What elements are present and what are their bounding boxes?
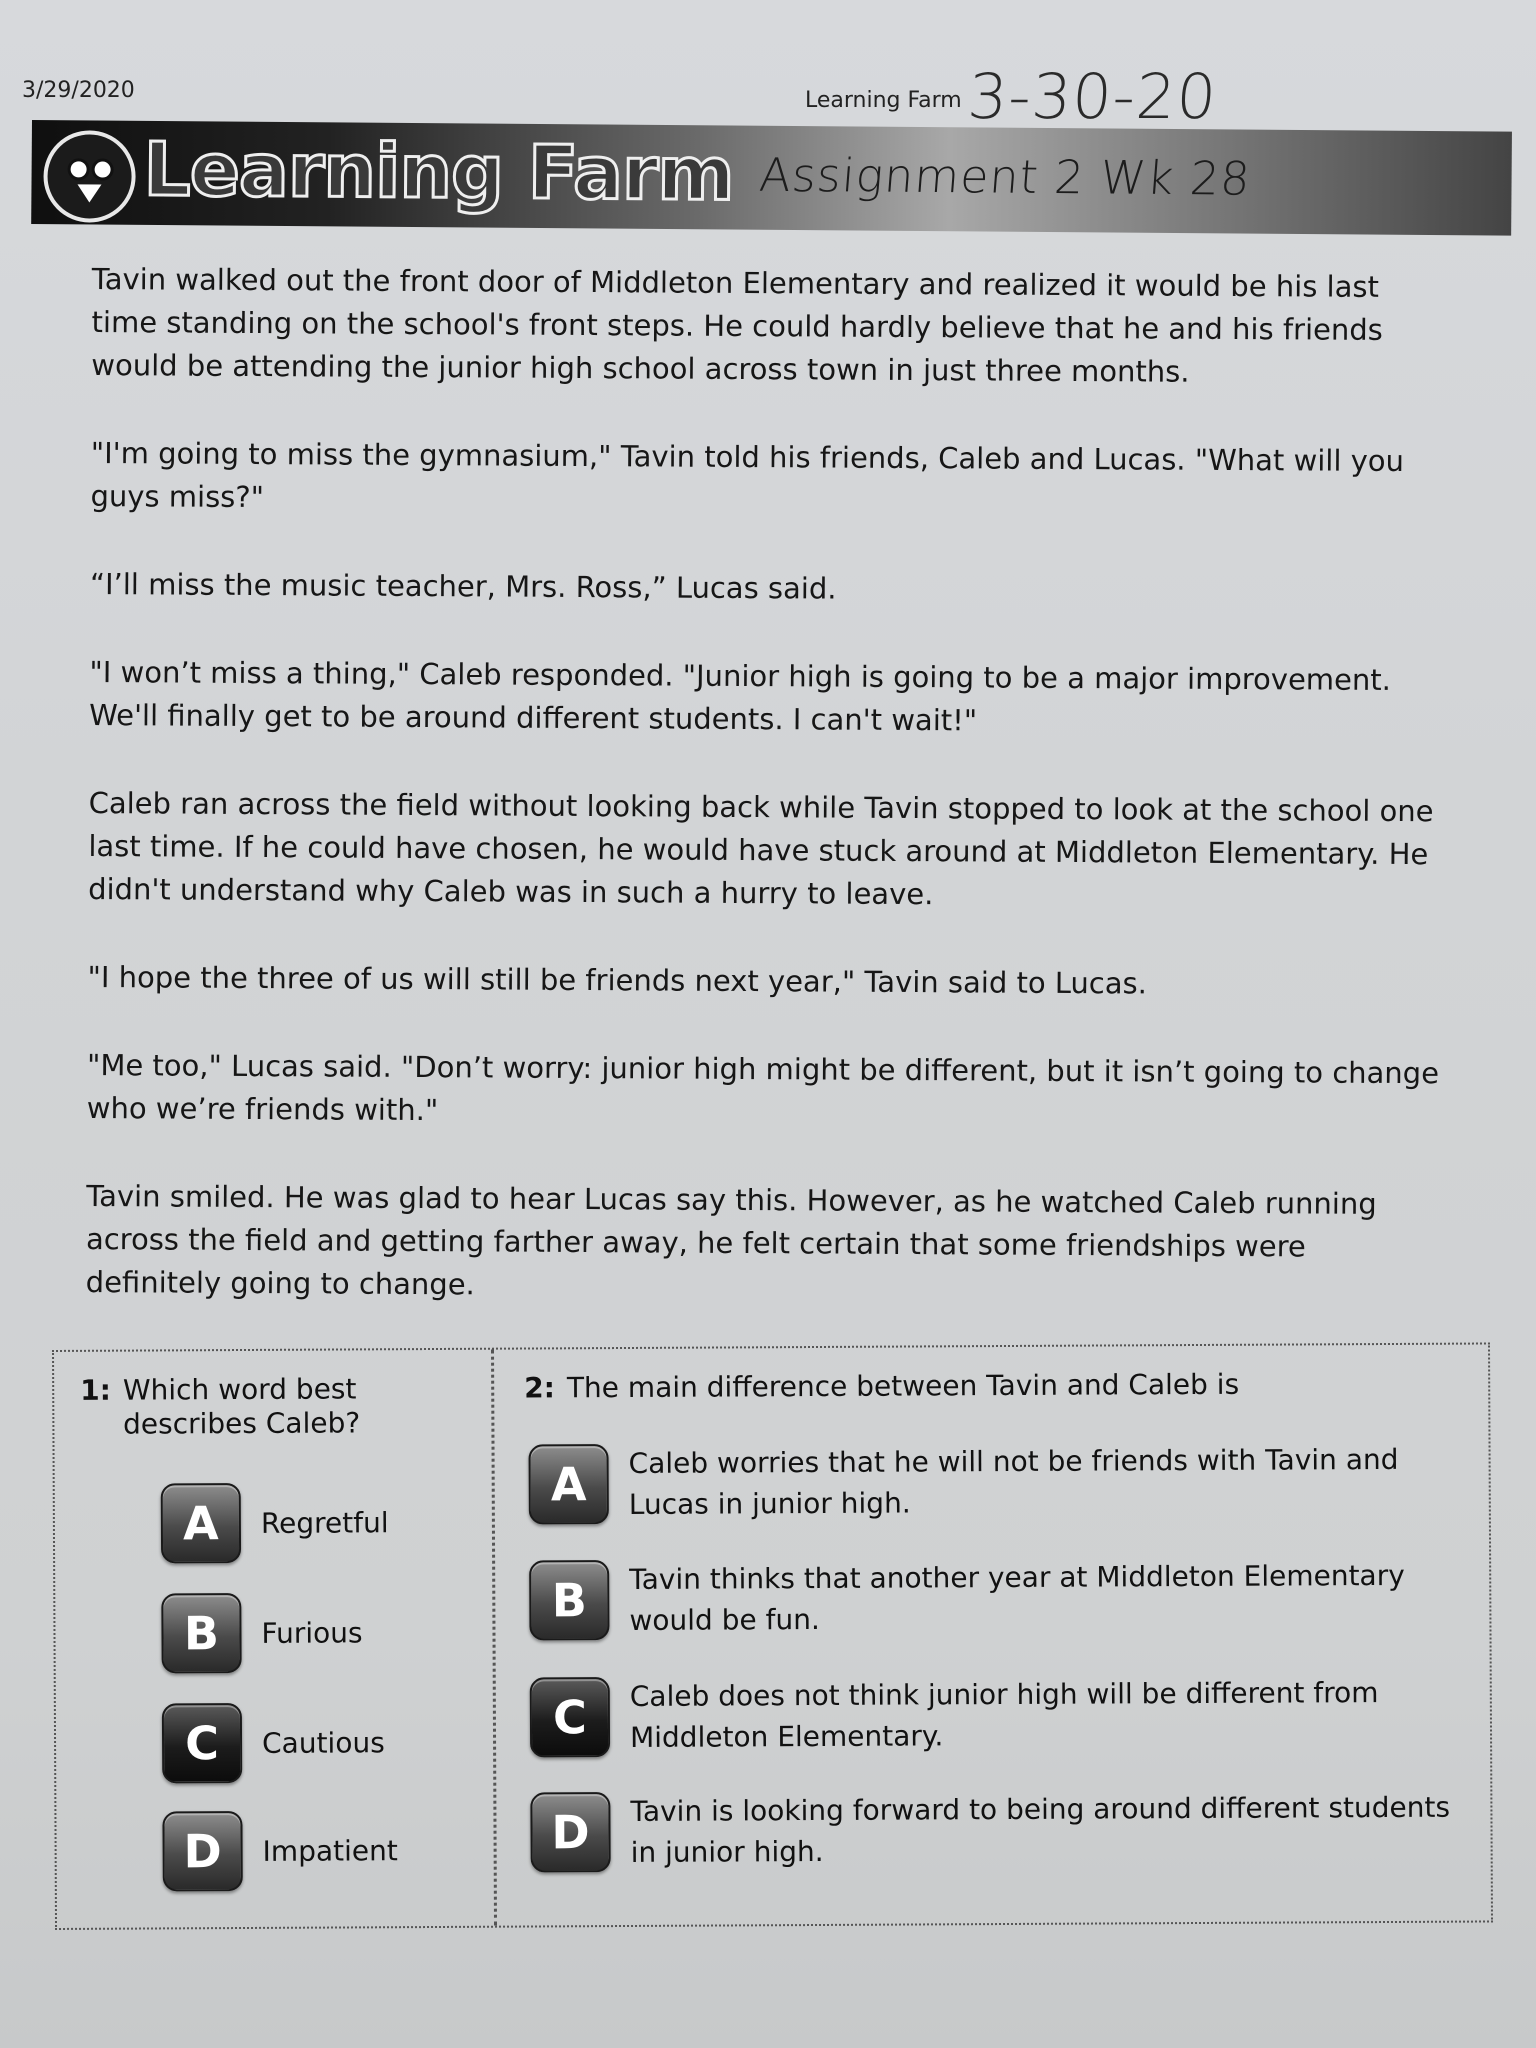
question-text: The main difference between Tavin and Caleb is <box>566 1367 1240 1405</box>
questions-box <box>52 1342 1493 1930</box>
choice-text: Cautious <box>261 1725 385 1760</box>
choice-1d[interactable] <box>162 1810 398 1891</box>
choice-1b[interactable] <box>161 1592 362 1673</box>
print-date: 3/29/2020 <box>22 78 135 103</box>
passage-paragraph: Tavin smiled. He was glad to hear Lucas say this. However, as he watched Caleb running across the field and getting farther away, he felt certain that some friendships were definitely going to change. <box>85 1178 1377 1302</box>
passage-paragraph: "Me too," Lucas said. "Don’t worry: junior high might be different, but it isn’t going to change who we’re friends with." <box>86 1047 1440 1128</box>
choice-text: Tavin is looking forward to being around different students in junior high. <box>630 1790 1451 1869</box>
question-text: Which word best describes Caleb? <box>122 1372 361 1441</box>
choice-letter-badge[interactable]: D <box>530 1792 610 1872</box>
question-1 <box>80 1372 480 1879</box>
title-banner <box>31 120 1512 236</box>
passage-paragraph: "I'm going to miss the gymnasium," Tavin told his friends, Caleb and Lucas. "What will you guys miss?" <box>90 435 1405 515</box>
choice-letter-badge[interactable]: C <box>530 1677 610 1757</box>
choice-1a[interactable] <box>161 1482 389 1563</box>
passage-paragraph: “I’ll miss the music teacher, Mrs. Ross,” Lucas said. <box>89 566 837 606</box>
question-divider <box>491 1350 497 1926</box>
question-1-stem <box>80 1372 480 1442</box>
choice-text: Regretful <box>260 1505 389 1540</box>
question-2-stem <box>524 1367 1464 1406</box>
question-number: 1: <box>80 1373 111 1407</box>
choice-letter-badge[interactable]: D <box>162 1811 242 1891</box>
choice-letter-badge[interactable]: B <box>161 1593 241 1673</box>
owl-logo-icon <box>43 130 136 223</box>
passage-paragraph: "I won’t miss a thing," Caleb responded. "Junior high is going to be a major improvement. We'll finally get to be around different students. I can't wait!" <box>89 654 1392 738</box>
choice-text: Caleb does not think junior high will be different from Middleton Elementary. <box>629 1676 1379 1754</box>
passage-paragraph: Caleb ran across the field without looking back while Tavin stopped to look at the school one last time. If he could have chosen, he would have stuck around at Middleton Elementary. He didn't understand why Caleb was in such a hurry to leave. <box>88 785 1434 912</box>
header-source: Learning Farm <box>805 88 962 113</box>
reading-passage <box>85 258 1452 1357</box>
choice-text: Caleb worries that he will not be friends with Tavin and Lucas in junior high. <box>628 1442 1399 1521</box>
choice-letter-badge[interactable]: B <box>529 1560 609 1640</box>
choice-text: Tavin thinks that another year at Middleton Elementary would be fun. <box>629 1558 1405 1637</box>
choice-2a[interactable] <box>528 1439 1458 1526</box>
question-2 <box>524 1367 1464 1869</box>
choice-2d[interactable] <box>530 1787 1460 1874</box>
logo-text: Learning Farm <box>143 126 734 218</box>
choice-letter-badge[interactable]: A <box>529 1444 609 1524</box>
passage-paragraph: Tavin walked out the front door of Middleton Elementary and realized it would be his last time standing on the school's front steps. He could hardly believe that he and his friends would be attending the junior high school across town in just three months. <box>91 261 1383 389</box>
choice-text: Furious <box>261 1615 363 1650</box>
handwritten-assignment: Assignment 2 Wk 28 <box>757 147 1253 206</box>
choice-1c[interactable] <box>162 1702 385 1783</box>
choice-letter-badge[interactable]: A <box>161 1483 241 1563</box>
handwritten-date: 3-30-20 <box>965 60 1220 133</box>
question-number: 2: <box>524 1371 555 1405</box>
choice-2b[interactable] <box>529 1555 1459 1642</box>
choice-2c[interactable] <box>530 1672 1460 1759</box>
choice-text: Impatient <box>262 1833 398 1868</box>
choice-letter-badge[interactable]: C <box>162 1703 242 1783</box>
passage-paragraph: "I hope the three of us will still be friends next year," Tavin said to Lucas. <box>87 959 1148 1001</box>
